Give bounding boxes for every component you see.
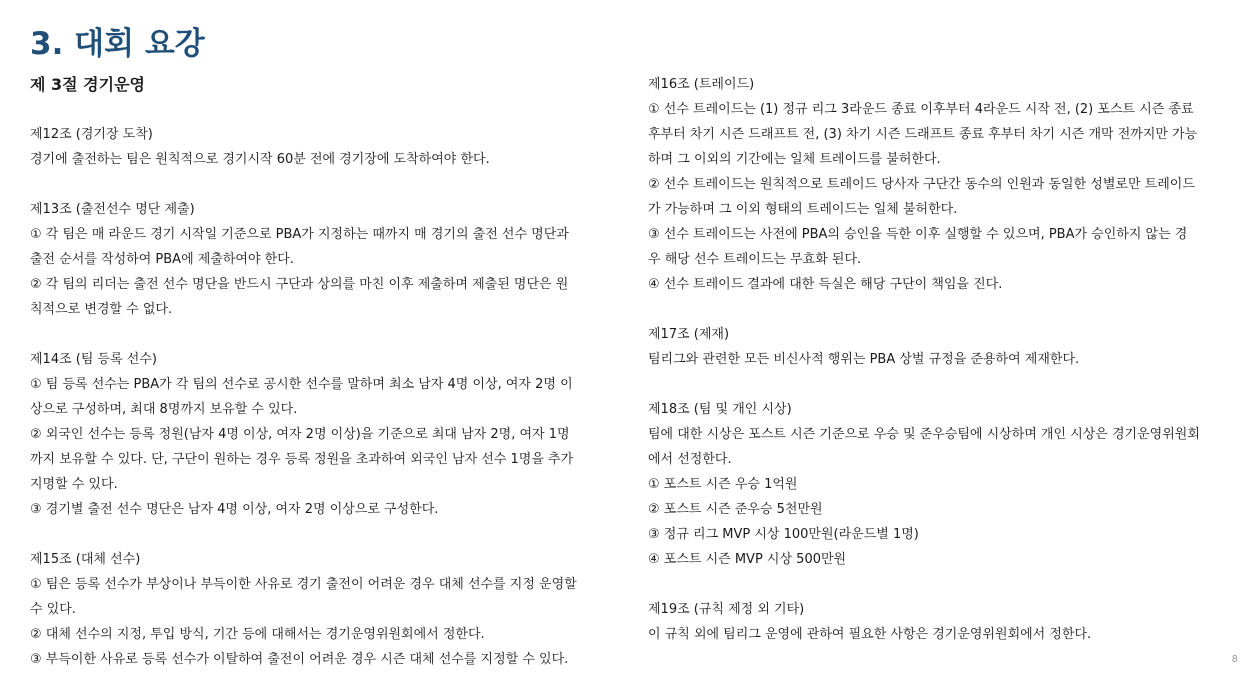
article [30, 197, 620, 322]
article-line: ④ 포스트 시즌 MVP 시상 500만원 [648, 552, 847, 567]
article [648, 72, 1238, 297]
right-column [648, 72, 1238, 672]
article-line: ① 팀 등록 선수는 PBA가 각 팀의 선수로 공시한 선수를 말하며 최소 남자 4명 이상, 여자 2명 이 [30, 377, 573, 392]
left-column [30, 72, 620, 697]
article-line: 경기에 출전하는 팀은 원칙적으로 경기시작 60분 전에 경기장에 도착하여야 한다. [30, 152, 490, 167]
article-title: 제15조 (대체 선수) [30, 552, 141, 567]
article-line: 우 해당 선수 트레이드는 무효화 된다. [648, 252, 862, 267]
article-line: 수 있다. [30, 602, 76, 617]
article-line: ① 각 팀은 매 라운드 경기 시작일 기준으로 PBA가 지정하는 때까지 매 경기의 출전 선수 명단과 [30, 227, 569, 242]
article [30, 347, 620, 522]
article-title: 제18조 (팀 및 개인 시상) [648, 402, 792, 417]
article-line: 후부터 차기 시즌 드래프트 전, (3) 차기 시즌 드래프트 종료 후부터 차기 시즌 개막 전까지만 가능 [648, 127, 1198, 142]
article-line: ③ 경기별 출전 선수 명단은 남자 4명 이상, 여자 2명 이상으로 구성한다. [30, 502, 439, 517]
article-title: 제12조 (경기장 도착) [30, 127, 153, 142]
chapter-heading: 제 3절 경기운영 [30, 75, 146, 94]
article-line: 가 가능하며 그 이외 형태의 트레이드는 일체 불허한다. [648, 202, 958, 217]
article [30, 122, 620, 172]
article-line: 칙적으로 변경할 수 없다. [30, 302, 173, 317]
article-line: 까지 보유할 수 있다. 단, 구단이 원하는 경우 등록 정원을 초과하여 외국인 남자 선수 1명을 추가 [30, 452, 574, 467]
article-line: ② 선수 트레이드는 원칙적으로 트레이드 당사자 구단간 동수의 인원과 동일한 성별로만 트레이드 [648, 177, 1195, 192]
article-line: ② 외국인 선수는 등록 정원(남자 4명 이상, 여자 2명 이상)을 기준으로 최대 남자 2명, 여자 1명 [30, 427, 570, 442]
article-line: ① 팀은 등록 선수가 부상이나 부득이한 사유로 경기 출전이 어려운 경우 대체 선수를 지정 운영할 [30, 577, 577, 592]
article-line: ② 각 팀의 리더는 출전 선수 명단을 반드시 구단과 상의를 마친 이후 제출하며 제출된 명단은 원 [30, 277, 569, 292]
article [648, 597, 1238, 647]
article-title: 제14조 (팀 등록 선수) [30, 352, 157, 367]
article-line: 팀리그와 관련한 모든 비신사적 행위는 PBA 상벌 규정을 준용하여 제재한다. [648, 352, 1080, 367]
article-line: ② 포스트 시즌 준우승 5천만원 [648, 502, 823, 517]
article-title: 제13조 (출전선수 명단 제출) [30, 202, 195, 217]
article-title: 제19조 (규칙 제정 외 기타) [648, 602, 805, 617]
right-articles [648, 72, 1238, 647]
article-line: 상으로 구성하며, 최대 8명까지 보유할 수 있다. [30, 402, 298, 417]
left-articles [30, 122, 620, 672]
article-line: ① 선수 트레이드는 (1) 정규 리그 3라운드 종료 이후부터 4라운드 시작 전, (2) 포스트 시즌 종료 [648, 102, 1194, 117]
page-number: 8 [1231, 654, 1238, 665]
article-line: ① 포스트 시즌 우승 1억원 [648, 477, 798, 492]
article [648, 397, 1238, 572]
article-line: 출전 순서를 작성하여 PBA에 제출하여야 한다. [30, 252, 294, 267]
article-line: ② 대체 선수의 지정, 투입 방식, 기간 등에 대해서는 경기운영위원회에서 정한다. [30, 627, 485, 642]
article-line: ③ 부득이한 사유로 등록 선수가 이탈하여 출전이 어려운 경우 시즌 대체 선수를 지정할 수 있다. [30, 652, 569, 667]
article-line: 하며 그 이외의 기간에는 일체 트레이드를 불허한다. [648, 152, 941, 167]
article-line: ④ 선수 트레이드 결과에 대한 득실은 해당 구단이 책임을 진다. [648, 277, 1003, 292]
article-title: 제16조 (트레이드) [648, 77, 755, 92]
page-title: 3. 대회 요강 [30, 26, 205, 62]
article [30, 547, 620, 672]
article-title: 제17조 (제재) [648, 327, 730, 342]
article-line: ③ 선수 트레이드는 사전에 PBA의 승인을 득한 이후 실행할 수 있으며, PBA가 승인하지 않는 경 [648, 227, 1188, 242]
article-line: 이 규칙 외에 팀리그 운영에 관하여 필요한 사항은 경기운영위원회에서 정한다. [648, 627, 1092, 642]
article-line: 에서 선정한다. [648, 452, 732, 467]
article-line: ③ 정규 리그 MVP 시상 100만원(라운드별 1명) [648, 527, 919, 542]
article [648, 322, 1238, 372]
article-line: 팀에 대한 시상은 포스트 시즌 기준으로 우승 및 준우승팀에 시상하며 개인 시상은 경기운영위원회 [648, 427, 1200, 442]
article-line: 지명할 수 있다. [30, 477, 118, 492]
